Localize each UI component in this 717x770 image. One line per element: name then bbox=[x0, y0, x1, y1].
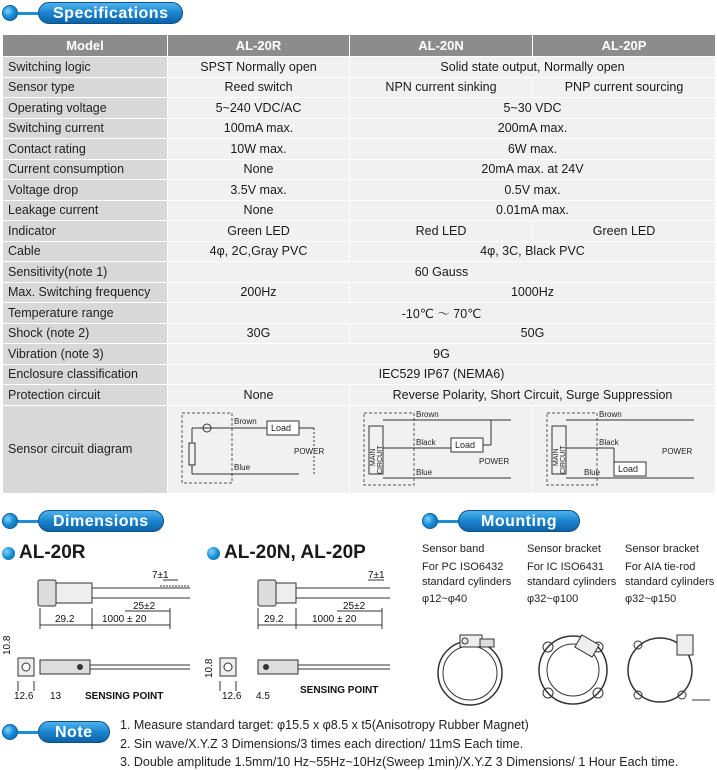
cell-al20r: 30G bbox=[168, 323, 350, 344]
row-label: Sensor type bbox=[3, 77, 168, 98]
bullet-icon bbox=[422, 513, 438, 529]
wire-label-brown: Brown bbox=[416, 409, 439, 419]
bullet-icon bbox=[207, 547, 220, 560]
dim-29: 29.2 bbox=[264, 614, 284, 625]
circuit-diagram-npn bbox=[361, 408, 521, 488]
specifications-header bbox=[2, 1, 183, 25]
dim-126: 12.6 bbox=[14, 691, 34, 702]
mount-label-line: standard cylinders bbox=[422, 576, 512, 588]
mounting-drawings bbox=[425, 625, 715, 715]
aia-bracket-drawing bbox=[628, 635, 710, 702]
header-al20p: AL-20P bbox=[533, 35, 716, 57]
cell-al20n: NPN current sinking bbox=[350, 77, 533, 98]
header-al20r: AL-20R bbox=[168, 35, 350, 57]
mounting-title: Mounting bbox=[458, 510, 580, 532]
row-label: Cable bbox=[3, 241, 168, 262]
row-label: Operating voltage bbox=[3, 98, 168, 119]
header-al20n: AL-20N bbox=[350, 35, 533, 57]
row-label: Enclosure classification bbox=[3, 364, 168, 385]
cell-al20np: 5~30 VDC bbox=[350, 98, 716, 119]
cell-al20np: Solid state output, Normally open bbox=[350, 57, 716, 78]
dim-45: 4.5 bbox=[256, 691, 270, 702]
dim-108: 10.8 bbox=[204, 658, 215, 678]
note-item-2: 2. Sin wave/X.Y.Z 3 Dimensions/3 times each direction/ 11mS Each time. bbox=[120, 737, 524, 751]
cell-all: -10℃ ～ 70℃ bbox=[168, 303, 716, 324]
cell-al20r: 10W max. bbox=[168, 139, 350, 160]
cell-al20r: 4φ, 2C,Gray PVC bbox=[168, 241, 350, 262]
cell-al20r: None bbox=[168, 159, 350, 180]
wire-label-blue: Blue bbox=[233, 462, 250, 472]
row-label: Leakage current bbox=[3, 200, 168, 221]
mount-label-line: For AIA tie-rod bbox=[625, 561, 696, 573]
main-circuit-label-1: MAIN bbox=[553, 448, 560, 466]
dim-25: 25±2 bbox=[133, 601, 156, 612]
dim-1000: 1000 ± 20 bbox=[312, 614, 357, 625]
row-label: Max. Switching frequency bbox=[3, 282, 168, 303]
table-row bbox=[3, 159, 716, 180]
specifications-table bbox=[2, 34, 716, 494]
header-model: Model bbox=[3, 35, 168, 57]
table-row bbox=[3, 262, 716, 283]
main-circuit-label-2: CIRCUIT bbox=[560, 445, 567, 474]
al20np-dimension-title bbox=[207, 542, 366, 564]
cell-al20r: 200Hz bbox=[168, 282, 350, 303]
cell-al20r: Reed switch bbox=[168, 77, 350, 98]
al20r-dimension-drawing bbox=[0, 563, 200, 703]
mount-item-sensor-band bbox=[422, 542, 511, 607]
mount-label-line: φ32~φ100 bbox=[527, 593, 579, 605]
header-connector bbox=[436, 520, 458, 523]
circuit-diagram-reed bbox=[179, 408, 339, 488]
mount-item-iso6431-bracket bbox=[527, 542, 616, 607]
header-connector bbox=[16, 12, 38, 15]
sensing-point-label: SENSING POINT bbox=[300, 685, 379, 696]
power-label: POWER bbox=[479, 456, 510, 466]
table-row bbox=[3, 200, 716, 221]
table-row bbox=[3, 303, 716, 324]
power-label: POWER bbox=[662, 446, 693, 456]
cell-al20r: 100mA max. bbox=[168, 118, 350, 139]
cell-al20np: 4φ, 3C, Black PVC bbox=[350, 241, 716, 262]
table-row bbox=[3, 98, 716, 119]
circuit-diagram-pnp bbox=[544, 408, 704, 488]
cell-al20np: Reverse Polarity, Short Circuit, Surge Suppression bbox=[350, 385, 716, 406]
cell-al20np: 200mA max. bbox=[350, 118, 716, 139]
cell-al20r: None bbox=[168, 200, 350, 221]
diagram-al20n bbox=[350, 405, 533, 493]
table-row bbox=[3, 282, 716, 303]
header-connector bbox=[16, 731, 38, 734]
load-label: Load bbox=[270, 422, 291, 433]
wire-label-blue: Blue bbox=[416, 467, 433, 477]
cell-al20p: PNP current sourcing bbox=[533, 77, 716, 98]
sensor-band-drawing bbox=[438, 635, 502, 705]
al20r-title-text: AL-20R bbox=[19, 542, 86, 563]
dim-7: 7±1 bbox=[152, 570, 169, 581]
cell-al20np: 6W max. bbox=[350, 139, 716, 160]
diagram-al20r bbox=[168, 405, 350, 493]
row-label: Temperature range bbox=[3, 303, 168, 324]
dim-25: 25±2 bbox=[343, 601, 366, 612]
cell-all: 9G bbox=[168, 344, 716, 365]
mount-label-line: Sensor bracket bbox=[625, 543, 699, 555]
row-label: Voltage drop bbox=[3, 180, 168, 201]
row-label: Indicator bbox=[3, 221, 168, 242]
row-label: Sensor circuit diagram bbox=[3, 405, 168, 493]
dim-29: 29.2 bbox=[55, 614, 75, 625]
row-label: Current consumption bbox=[3, 159, 168, 180]
mount-label-line: Sensor bracket bbox=[527, 543, 601, 555]
wire-label-black: Black bbox=[416, 437, 436, 447]
row-label: Sensitivity(note 1) bbox=[3, 262, 168, 283]
row-label: Switching current bbox=[3, 118, 168, 139]
wire-label-blue: Blue bbox=[584, 467, 601, 477]
cell-al20np: 1000Hz bbox=[350, 282, 716, 303]
wire-label-brown: Brown bbox=[233, 416, 257, 426]
mount-label-line: standard cylinders bbox=[527, 576, 617, 588]
table-row bbox=[3, 77, 716, 98]
al20np-dimension-drawing bbox=[200, 563, 400, 703]
cell-all: 60 Gauss bbox=[168, 262, 716, 283]
bullet-icon bbox=[2, 724, 18, 740]
load-label: Load bbox=[618, 463, 639, 474]
mount-label-line: standard cylinders bbox=[625, 576, 715, 588]
cell-al20r: 5~240 VDC/AC bbox=[168, 98, 350, 119]
dim-13: 13 bbox=[50, 691, 62, 702]
table-row bbox=[3, 118, 716, 139]
al20np-title-text: AL-20N, AL-20P bbox=[224, 542, 366, 563]
diagram-al20p bbox=[533, 405, 716, 493]
note-item-3: 3. Double amplitude 1.5mm/10 Hz~55Hz~10Hz(Sweep 1min)/X.Y.Z 3 Dimensions/ 1 Hour Each time. bbox=[120, 755, 679, 769]
cell-al20np: 0.5V max. bbox=[350, 180, 716, 201]
dim-1000: 1000 ± 20 bbox=[102, 614, 147, 625]
bullet-icon bbox=[2, 547, 15, 560]
note-header bbox=[2, 720, 110, 744]
main-circuit-label-1: MAIN bbox=[370, 448, 377, 466]
cell-al20r: None bbox=[168, 385, 350, 406]
table-row bbox=[3, 139, 716, 160]
dim-7: 7±1 bbox=[368, 570, 385, 581]
table-row bbox=[3, 323, 716, 344]
table-row bbox=[3, 385, 716, 406]
table-row-diagram bbox=[3, 405, 716, 493]
table-row bbox=[3, 241, 716, 262]
row-label: Contact rating bbox=[3, 139, 168, 160]
mount-item-aia-bracket bbox=[625, 542, 714, 607]
row-label: Protection circuit bbox=[3, 385, 168, 406]
cell-al20r: 3.5V max. bbox=[168, 180, 350, 201]
row-label: Shock (note 2) bbox=[3, 323, 168, 344]
header-connector bbox=[16, 520, 38, 523]
dimensions-header bbox=[2, 509, 164, 533]
wire-label-brown: Brown bbox=[599, 409, 622, 419]
note-title: Note bbox=[38, 721, 110, 743]
bullet-icon bbox=[2, 513, 18, 529]
mount-label-line: Sensor band bbox=[422, 543, 485, 555]
row-label: Switching logic bbox=[3, 57, 168, 78]
table-row bbox=[3, 180, 716, 201]
iso6431-bracket-drawing bbox=[539, 635, 607, 704]
bullet-icon bbox=[2, 5, 18, 21]
sensing-point-label: SENSING POINT bbox=[85, 691, 164, 702]
main-circuit-label-2: CIRCUIT bbox=[377, 445, 384, 474]
al20r-dimension-title bbox=[2, 542, 86, 564]
cell-al20r: Green LED bbox=[168, 221, 350, 242]
cell-al20n: Red LED bbox=[350, 221, 533, 242]
mounting-header bbox=[422, 509, 580, 533]
table-header-row bbox=[3, 35, 716, 57]
cell-all: IEC529 IP67 (NEMA6) bbox=[168, 364, 716, 385]
wire-label-black: Black bbox=[599, 437, 619, 447]
specifications-title: Specifications bbox=[38, 2, 183, 24]
cell-al20r: SPST Normally open bbox=[168, 57, 350, 78]
mount-label-line: For PC ISO6432 bbox=[422, 561, 504, 573]
mount-label-line: φ12~φ40 bbox=[422, 593, 468, 605]
dimensions-title: Dimensions bbox=[38, 510, 164, 532]
table-row bbox=[3, 344, 716, 365]
table-row bbox=[3, 57, 716, 78]
power-label: POWER bbox=[293, 446, 324, 456]
cell-al20np: 20mA max. at 24V bbox=[350, 159, 716, 180]
note-item-1: 1. Measure standard target: φ15.5 x φ8.5 x t5(Anisotropy Rubber Magnet) bbox=[120, 718, 529, 732]
table-row bbox=[3, 221, 716, 242]
table-row bbox=[3, 364, 716, 385]
dim-108: 10.8 bbox=[2, 635, 13, 655]
dim-126: 12.6 bbox=[222, 691, 242, 702]
load-label: Load bbox=[455, 439, 476, 450]
mount-label-line: For IC ISO6431 bbox=[527, 561, 605, 573]
cell-al20np: 50G bbox=[350, 323, 716, 344]
mount-label-line: φ32~φ150 bbox=[625, 593, 677, 605]
row-label: Vibration (note 3) bbox=[3, 344, 168, 365]
cell-al20np: 0.01mA max. bbox=[350, 200, 716, 221]
cell-al20p: Green LED bbox=[533, 221, 716, 242]
